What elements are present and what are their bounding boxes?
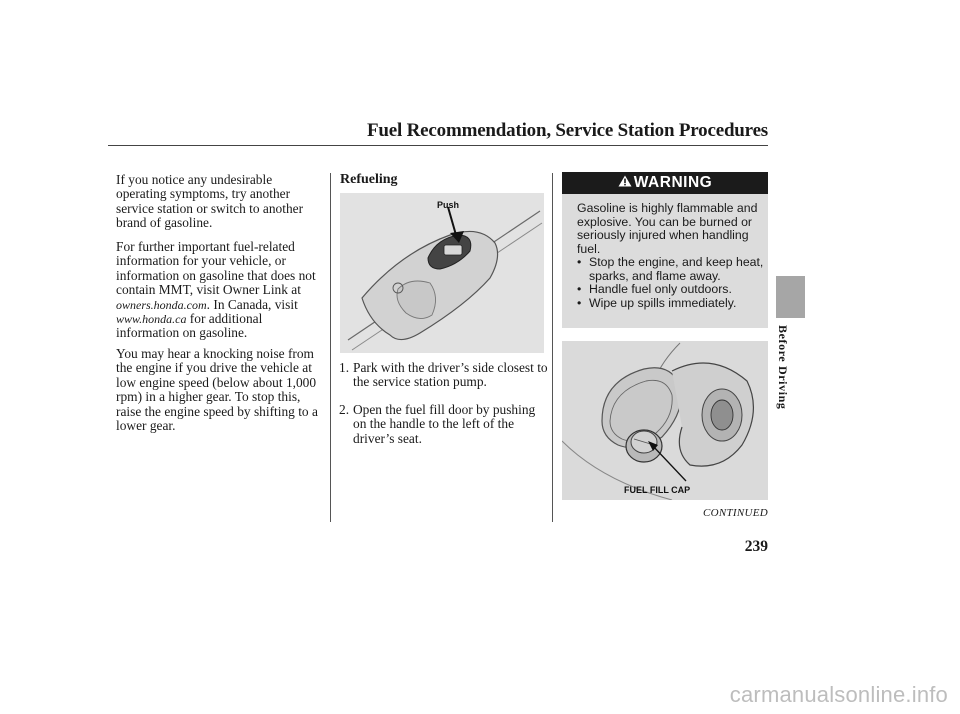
fuel-fill-cap-callout: FUEL FILL CAP	[624, 485, 691, 495]
warning-bullet-item: • Handle fuel only outdoors.	[577, 282, 732, 297]
step-item	[339, 403, 549, 446]
warning-box	[562, 172, 768, 328]
warning-bullet-item: • Wipe up spills immediately.	[577, 295, 737, 310]
step-number: 1.	[339, 360, 350, 375]
owners-url-link[interactable]: owners.honda.com	[116, 297, 207, 312]
page-title: Fuel Recommendation, Service Station Procedures	[367, 120, 768, 141]
step-text: Open the fuel fill door by pushing on the handle to the left of the driver’s seat.	[353, 402, 536, 446]
paragraph-text: . In Canada, visit	[206, 296, 298, 312]
paragraph-text: For further important fuel-related information for your vehicle, or information on gasoline that does not contain MMT, visit Owner Link at	[116, 239, 316, 298]
section-label: Before Driving	[776, 325, 790, 410]
warning-intro-text: Gasoline is highly flammable and explosive. You can be burned or seriously injured when handling fuel.	[577, 201, 758, 256]
paragraph-fuel-information	[116, 240, 326, 341]
warning-list	[577, 256, 765, 310]
page-number: 239	[744, 538, 768, 555]
push-callout: Push	[437, 200, 460, 210]
step-text: Park with the driver’s side closest to the service station pump.	[353, 360, 548, 390]
fuel-door-release-drawing	[340, 193, 544, 353]
canada-url-link[interactable]: www.honda.ca	[116, 312, 187, 327]
paragraph-text: for additional information on gasoline.	[116, 311, 263, 341]
bullet-icon: •	[577, 282, 582, 297]
fuel-fill-cap-drawing	[562, 341, 768, 500]
column-divider	[330, 173, 331, 522]
fuel-fill-cap-illustration	[562, 341, 768, 500]
step-item	[339, 361, 549, 390]
column-divider	[552, 173, 553, 522]
section-tab	[776, 276, 805, 318]
warning-header	[562, 172, 768, 194]
continued-marker: CONTINUED	[702, 507, 768, 519]
warning-label: WARNING	[633, 174, 713, 191]
bullet-icon: •	[577, 295, 582, 310]
bullet-icon: •	[577, 255, 582, 269]
watermark: carmanualsonline.info	[729, 682, 948, 707]
paragraph-knocking-noise: You may hear a knocking noise from the engine if you drive the vehicle at low engine speed (below about 1,000 rpm) in a higher gear. To stop this, raise the engine speed by shifting to a lower gear.	[116, 346, 318, 434]
step-number: 2.	[339, 402, 350, 417]
warning-triangle-icon	[618, 174, 632, 192]
section-heading-refueling: Refueling	[340, 172, 398, 187]
title-rule	[108, 145, 768, 146]
warning-bullet-item: • Stop the engine, and keep heat, sparks, and flame away.	[577, 255, 764, 283]
fuel-door-release-illustration	[340, 193, 544, 353]
paragraph-undesirable-symptoms: If you notice any undesirable operating symptoms, try another service station or switch to another brand of gasoline.	[116, 172, 304, 231]
